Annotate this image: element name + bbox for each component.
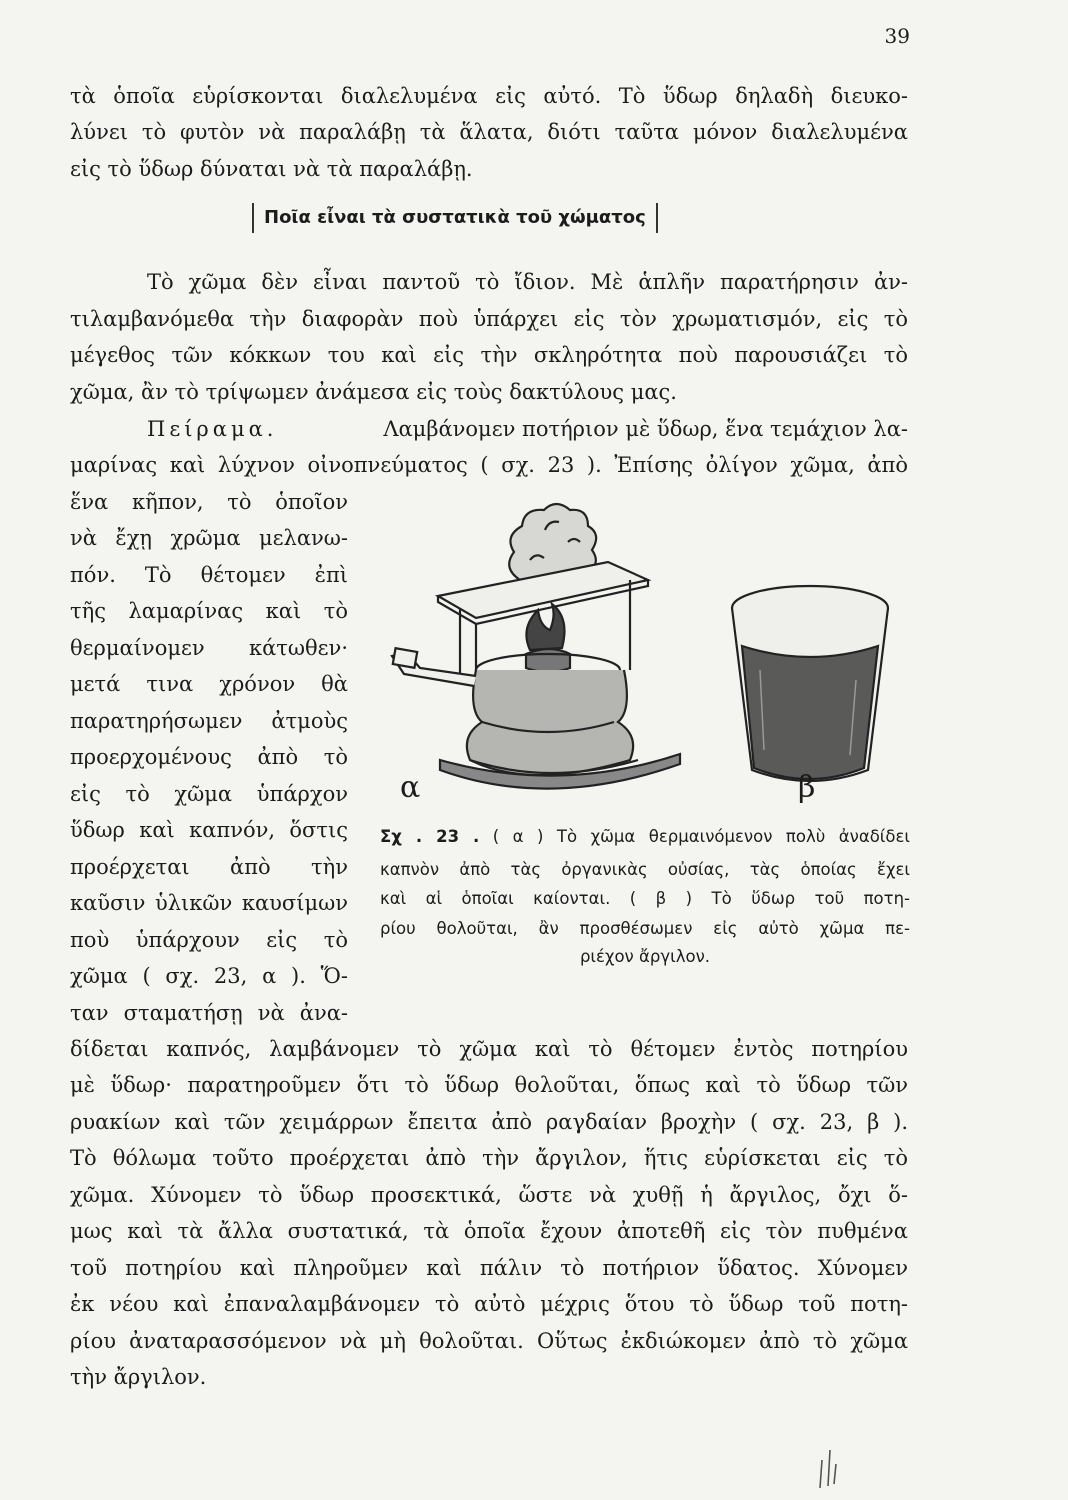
caption-line-1 (380, 826, 910, 848)
continuation-line-8: ἐκ νέου καὶ ἐπαναλαμβάνομεν τὸ αὐτὸ μέχρις ὅτου τὸ ὕδωρ τοῦ ποτη- (70, 1292, 908, 1316)
continuation-line-3: ρυακίων καὶ τῶν χειμάρρων ἔπειτα ἀπὸ ραγδαίαν βροχὴν ( σχ. 23, β ). (70, 1110, 908, 1134)
column-line-11: προέρχεται ἀπὸ τὴν (70, 855, 348, 879)
caption-first-text: ( α ) Τὸ χῶμα θερμαινόμενον πολὺ ἀναδίδει (492, 827, 910, 846)
continuation-line-10: τὴν ἄργιλον. (70, 1365, 207, 1389)
column-line-13: ποὺ ὑπάρχουν εἰς τὸ (70, 928, 348, 952)
caption-line-5: ριέχον ἄργιλον. (579, 947, 711, 966)
continuation-line-6: μως καὶ τὰ ἄλλα συστατικά, τὰ ὁποῖα ἔχουν ἀποτεθῆ εἰς τὸν πυθμένα (70, 1219, 908, 1243)
column-line-12: καῦσιν ὑλικῶν καυσίμων (70, 891, 348, 915)
experiment-line-1 (147, 416, 908, 442)
column-line-14: χῶμα ( σχ. 23, α ). Ὅ- (70, 964, 348, 988)
experiment-line-1-text: Λαμβάνομεν ποτήριον μὲ ὕδωρ, ἕνα τεμάχιον λα- (383, 417, 908, 441)
soil-line-2: τιλαμβανόμεθα τὴν διαφορὰν ποὺ ὑπάρχει εἰς τὸν χρωματισμόν, εἰς τὸ (70, 307, 908, 331)
continuation-line-2: μὲ ὕδωρ· παρατηροῦμεν ὅτι τὸ ὕδωρ θολοῦται, ὅπως καὶ τὸ ὕδωρ τῶν (70, 1073, 908, 1097)
page-number: 39 (884, 24, 910, 48)
figure-label-b: β (798, 770, 816, 805)
figure-illustration (380, 470, 920, 800)
glass-of-muddy-water-icon (732, 586, 888, 781)
column-line-4: τῆς λαμαρίνας καὶ τὸ (70, 599, 348, 623)
caption-line-4: ρίου θολοῦται, ἂν προσθέσωμεν εἰς αὐτὸ χῶμα πε- (380, 919, 910, 938)
continuation-line-5: χῶμα. Χύνομεν τὸ ὕδωρ προσεκτικά, ὥστε νὰ χυθῇ ἡ ἄργιλος, ὄχι ὅ- (70, 1183, 908, 1207)
column-line-3: πόν. Τὸ θέτομεν ἐπὶ (70, 563, 348, 587)
intro-line-2: λύνει τὸ φυτὸν νὰ παραλάβῃ τὰ ἅλατα, διότι ταῦτα μόνον διαλελυμένα (70, 120, 908, 144)
continuation-line-7: τοῦ ποτηρίου καὶ πληροῦμεν καὶ πάλιν τὸ ποτήριον ὕδατος. Χύνομεν (70, 1256, 908, 1280)
continuation-line-4: Τὸ θόλωμα τοῦτο προέρχεται ἀπὸ τὴν ἄργιλον, ἥτις εὑρίσκεται εἰς τὸ (70, 1146, 908, 1170)
intro-line-3: εἰς τὸ ὕδωρ δύναται νὰ τὰ παραλάβῃ. (70, 157, 473, 181)
column-line-9: εἰς τὸ χῶμα ὑπάρχον (70, 782, 348, 806)
column-line-8: προερχομένους ἀπὸ τὸ (70, 745, 348, 769)
column-line-2: νὰ ἔχῃ χρῶμα μελανω- (70, 526, 348, 550)
column-line-10: ὕδωρ καὶ καπνόν, ὅστις (70, 818, 348, 842)
caption-line-2: καπνὸν ἀπὸ τὰς ὀργανικὰς οὐσίας, τὰς ὁποίας ἔχει (380, 860, 910, 879)
figure-23 (380, 470, 920, 830)
caption-ref: Σχ . 23 . (380, 827, 480, 846)
column-line-6: μετά τινα χρόνον θὰ (70, 672, 348, 696)
column-line-7: παρατηρήσωμεν ἀτμοὺς (70, 709, 348, 733)
column-line-15: ταν σταματήσῃ νὰ ἀνα- (70, 1001, 348, 1025)
soil-line-3: μέγεθος τῶν κόκκων του καὶ εἰς τὴν σκληρότητα ποὺ παρουσιάζει τὸ (70, 343, 908, 367)
figure-label-a: α (400, 770, 421, 805)
caption-line-3: καὶ αἱ ὁποῖαι καίονται. ( β ) Τὸ ὕδωρ τοῦ ποτη- (380, 889, 910, 908)
continuation-line-9: ρίου ἀναταρασσόμενον νὰ μὴ θολοῦται. Οὕτως ἐκδιώκομεν ἀπὸ τὸ χῶμα (70, 1329, 908, 1353)
experiment-line-2: μαρίνας καὶ λύχνον οἰνοπνεύματος ( σχ. 23 ). Ἐπίσης ὀλίγον χῶμα, ἀπὸ (70, 453, 908, 477)
printer-mark-icon (812, 1440, 842, 1490)
soil-line-4: χῶμα, ἂν τὸ τρίψωμεν ἀνάμεσα εἰς τοὺς δακτύλους μας. (70, 380, 677, 404)
soil-line-1: Τὸ χῶμα δὲν εἶναι παντοῦ τὸ ἴδιον. Μὲ ἁπλῆν παρατήρησιν ἀν- (147, 270, 908, 294)
section-heading: Ποῖα εἶναι τὰ συστατικὰ τοῦ χώματος (252, 203, 658, 233)
column-line-1: ἕνα κῆπον, τὸ ὁποῖον (70, 490, 348, 514)
intro-line-1: τὰ ὁποῖα εὑρίσκονται διαλελυμένα εἰς αὐτό. Τὸ ὕδωρ δηλαδὴ διευκο- (70, 84, 908, 108)
experiment-label: Πείραμα. (147, 417, 278, 441)
continuation-line-1: δίδεται καπνός, λαμβάνομεν τὸ χῶμα καὶ τὸ θέτομεν ἐντὸς ποτηρίου (70, 1037, 908, 1061)
column-line-5: θερμαίνομεν κάτωθεν· (70, 636, 348, 660)
alcohol-lamp-icon (392, 504, 680, 789)
